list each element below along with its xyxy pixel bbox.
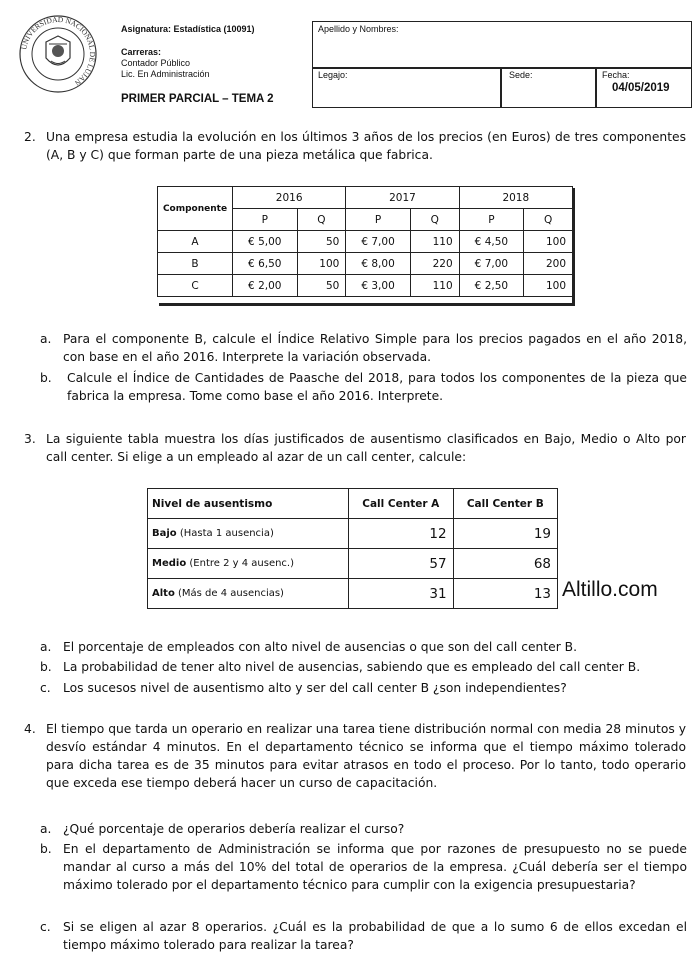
table-row bbox=[148, 549, 558, 579]
fecha-value: 04/05/2019 bbox=[612, 82, 670, 94]
table-row bbox=[158, 253, 573, 275]
level-cell bbox=[148, 519, 349, 549]
q2-text: Una empresa estudia la evolución en los últimos 3 años de los precios (en Euros) de tres componentes (A, B y C) que forman parte de una pieza metálica que fabrica. bbox=[46, 130, 686, 162]
q2-a-text: Para el componente B, calcule el Índice Relativo Simple para los precios pagados en el año 2018, con base en el año 2016. Interprete la variación observada. bbox=[63, 332, 687, 364]
table-shadow bbox=[572, 188, 575, 306]
q4-b-text: En el departamento de Administración se informa que por razones de presupuesto no se puede mandar al curso a más del 10% del total de operarios de la empresa. ¿Cuál debería ser el tiempo máximo tolerado por el departamento técnico para cumplir con la exigencia presupuestaria? bbox=[63, 842, 687, 892]
q2-b-text: Calcule el Índice de Cantidades de Paasche del 2018, para todos los componentes de la pieza que fabrica la empresa. Tome como base el año 2016. Interprete. bbox=[67, 371, 687, 403]
component-header: Componente bbox=[158, 187, 233, 231]
qty-cell: 220 bbox=[410, 253, 459, 275]
qty-cell: 110 bbox=[410, 275, 459, 297]
qty-cell: 110 bbox=[410, 231, 459, 253]
price-cell: € 6,50 bbox=[233, 253, 298, 275]
call-center-b-header: Call Center B bbox=[453, 489, 557, 519]
q4-c-label: c. bbox=[40, 920, 51, 934]
price-cell: € 8,00 bbox=[346, 253, 411, 275]
qty-cell: 200 bbox=[524, 253, 573, 275]
qty-cell: 100 bbox=[524, 231, 573, 253]
year-header: 2017 bbox=[346, 187, 459, 209]
qty-cell: 50 bbox=[297, 275, 346, 297]
qty-cell: 100 bbox=[524, 275, 573, 297]
count-cell: 68 bbox=[453, 549, 557, 579]
sede-field-box[interactable] bbox=[500, 67, 597, 108]
prices-table bbox=[157, 186, 573, 297]
q3-a-text: El porcentaje de empleados con alto nivel de ausencias o que son del call center B. bbox=[63, 640, 578, 654]
p-header: P bbox=[233, 209, 298, 231]
level-header: Nivel de ausentismo bbox=[148, 489, 349, 519]
q-header: Q bbox=[410, 209, 459, 231]
fecha-field-box[interactable] bbox=[595, 67, 692, 108]
q4-a-label: a. bbox=[40, 822, 52, 836]
count-cell: 13 bbox=[453, 579, 557, 609]
table-shadow bbox=[159, 303, 575, 306]
name-label: Apellido y Nombres: bbox=[318, 24, 399, 34]
component-cell: B bbox=[158, 253, 233, 275]
q4-number: 4. bbox=[24, 722, 36, 736]
q4-text: El tiempo que tarda un operario en realizar una tarea tiene distribución normal con media 28 minutos y desvío estándar 4 minutos. En el departamento técnico se informa que el tiempo máximo tolerado para dicha tarea es de 35 minutos para evitar atrasos en todo el proceso. Por lo tanto, todo operario que exceda ese tiempo deberá hacer un curso de capacitación. bbox=[46, 722, 686, 790]
q2-a-label: a. bbox=[40, 332, 52, 346]
level-name: Bajo bbox=[152, 528, 177, 539]
qty-cell: 50 bbox=[297, 231, 346, 253]
sede-label: Sede: bbox=[509, 70, 533, 80]
table-row bbox=[158, 231, 573, 253]
table-row bbox=[148, 579, 558, 609]
component-cell: C bbox=[158, 275, 233, 297]
price-cell: € 2,00 bbox=[233, 275, 298, 297]
level-cell bbox=[148, 549, 349, 579]
name-field-box[interactable] bbox=[312, 21, 692, 69]
count-cell: 12 bbox=[349, 519, 454, 549]
careers-label: Carreras: bbox=[121, 47, 162, 57]
q-header: Q bbox=[297, 209, 346, 231]
fecha-label: Fecha: bbox=[602, 70, 630, 80]
q4-c-text: Si se eligen al azar 8 operarios. ¿Cuál es la probabilidad de que a lo sumo 6 de ellos excedan el tiempo máximo tolerado para realizar la tarea? bbox=[63, 920, 687, 952]
q2-number: 2. bbox=[24, 130, 36, 144]
year-header: 2016 bbox=[233, 187, 346, 209]
level-name: Medio bbox=[152, 558, 187, 569]
university-seal bbox=[18, 14, 98, 94]
price-cell: € 5,00 bbox=[233, 231, 298, 253]
q4-b-label: b. bbox=[40, 842, 52, 856]
q3-b-text: La probabilidad de tener alto nivel de ausencias, sabiendo que es empleado del call center B. bbox=[63, 660, 641, 674]
q3-b-label: b. bbox=[40, 660, 52, 674]
q3-a-label: a. bbox=[40, 640, 52, 654]
call-center-a-header: Call Center A bbox=[349, 489, 454, 519]
legajo-field-box[interactable] bbox=[312, 67, 502, 108]
price-cell: € 7,00 bbox=[459, 253, 524, 275]
price-cell: € 2,50 bbox=[459, 275, 524, 297]
q-header: Q bbox=[524, 209, 573, 231]
count-cell: 19 bbox=[453, 519, 557, 549]
table-row bbox=[158, 275, 573, 297]
q3-c-text: Los sucesos nivel de ausentismo alto y ser del call center B ¿son independientes? bbox=[63, 681, 567, 695]
p-header: P bbox=[459, 209, 524, 231]
count-cell: 31 bbox=[349, 579, 454, 609]
level-note: (Entre 2 y 4 ausenc.) bbox=[189, 558, 295, 569]
career-1: Contador Público bbox=[121, 58, 191, 68]
year-header: 2018 bbox=[459, 187, 572, 209]
legajo-label: Legajo: bbox=[318, 70, 348, 80]
count-cell: 57 bbox=[349, 549, 454, 579]
career-2: Lic. En Administración bbox=[121, 69, 210, 79]
q3-number: 3. bbox=[24, 432, 36, 446]
price-cell: € 4,50 bbox=[459, 231, 524, 253]
subject-label: Asignatura: Estadística (10091) bbox=[121, 24, 255, 34]
q4-a-text: ¿Qué porcentaje de operarios debería realizar el curso? bbox=[63, 822, 405, 836]
q3-text: La siguiente tabla muestra los días justificados de ausentismo clasificados en Bajo, Medio o Alto por call center. Si elige a un empleado al azar de un call center, calcule: bbox=[46, 432, 686, 464]
absenteeism-table bbox=[147, 488, 558, 609]
level-name: Alto bbox=[152, 588, 175, 599]
component-cell: A bbox=[158, 231, 233, 253]
table-row bbox=[148, 519, 558, 549]
level-note: (Más de 4 ausencias) bbox=[178, 588, 284, 599]
level-cell bbox=[148, 579, 349, 609]
q2-b-label: b. bbox=[40, 371, 52, 385]
price-cell: € 3,00 bbox=[346, 275, 411, 297]
q3-c-label: c. bbox=[40, 681, 51, 695]
level-note: (Hasta 1 ausencia) bbox=[179, 528, 274, 539]
svg-text:UNIVERSIDAD NACIONAL DE LUJAN: UNIVERSIDAD NACIONAL DE LUJAN bbox=[19, 14, 98, 88]
qty-cell: 100 bbox=[297, 253, 346, 275]
price-cell: € 7,00 bbox=[346, 231, 411, 253]
p-header: P bbox=[346, 209, 411, 231]
watermark-text: Altillo.com bbox=[562, 578, 658, 601]
exam-title: PRIMER PARCIAL – TEMA 2 bbox=[121, 93, 274, 105]
